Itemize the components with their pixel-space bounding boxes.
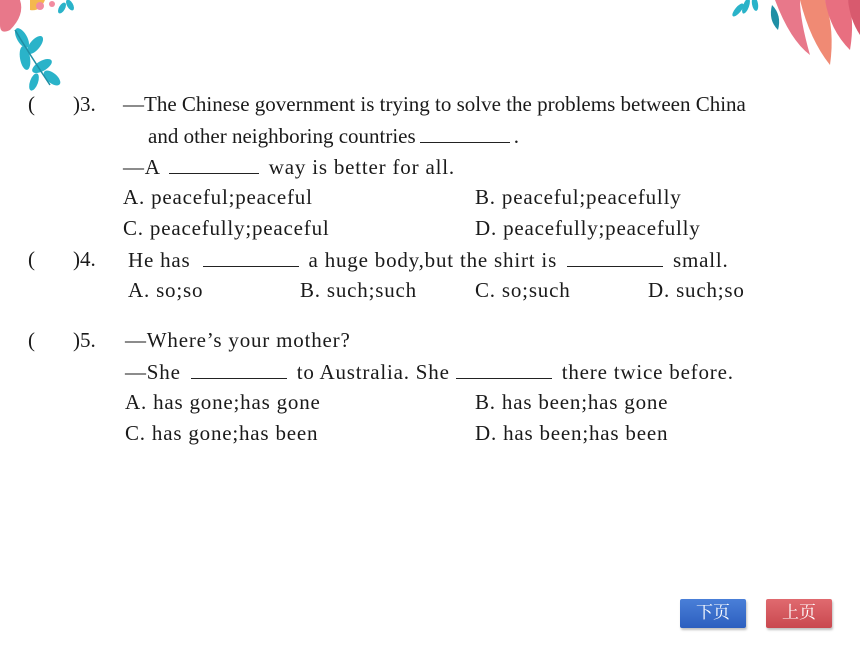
question-3-line1: —The Chinese government is trying to solve the problems between China (123, 92, 746, 116)
fill-blank (456, 358, 552, 379)
question-text: He has (128, 248, 191, 272)
question-text: a huge body,but the shirt is (308, 248, 558, 272)
question-text: —She (125, 360, 181, 384)
question-5-line1: —Where’s your mother? (125, 328, 351, 352)
fill-blank (420, 122, 510, 143)
answer-paren-open: ( (28, 247, 35, 271)
question-5-line2 (125, 358, 734, 385)
next-page-button[interactable]: 下页 (680, 599, 746, 628)
q4-option-d: D. such;so (648, 278, 745, 302)
question-text: —A (123, 155, 161, 179)
question-text: to Australia. She (296, 360, 450, 384)
prev-page-button[interactable]: 上页 (766, 599, 832, 628)
q4-option-c: C. so;such (475, 278, 571, 302)
question-text: . (513, 124, 519, 148)
fill-blank (203, 246, 299, 267)
question-text: there twice before. (561, 360, 734, 384)
question-text: small. (673, 248, 729, 272)
question-3-line2 (148, 122, 519, 149)
q5-option-a: A. has gone;has gone (125, 390, 321, 414)
question-text: and other neighboring countries (148, 124, 416, 148)
question-number: )4. (73, 247, 96, 271)
question-3-line3 (123, 153, 455, 180)
question-text: way is better for all. (268, 155, 455, 179)
answer-paren-open: ( (28, 92, 35, 116)
q4-option-b: B. such;such (300, 278, 417, 302)
q3-option-c: C. peacefully;peaceful (123, 216, 330, 240)
q4-option-a: A. so;so (128, 278, 204, 302)
question-4-line1 (128, 246, 729, 273)
question-number: )5. (73, 328, 96, 352)
question-4-number (28, 246, 96, 272)
question-number: )3. (73, 92, 96, 116)
q5-option-c: C. has gone;has been (125, 421, 319, 445)
fill-blank (191, 358, 287, 379)
question-5-number (28, 327, 96, 353)
q5-option-b: B. has been;has gone (475, 390, 669, 414)
q3-option-a: A. peaceful;peaceful (123, 185, 313, 209)
q3-option-b: B. peaceful;peacefully (475, 185, 682, 209)
floral-decoration-left (0, 0, 80, 95)
fill-blank (567, 246, 663, 267)
fill-blank (169, 153, 259, 174)
answer-paren-open: ( (28, 328, 35, 352)
question-3-number (28, 91, 96, 117)
q5-option-d: D. has been;has been (475, 421, 669, 445)
floral-decoration-right (730, 0, 860, 75)
q3-option-d: D. peacefully;peacefully (475, 216, 701, 240)
